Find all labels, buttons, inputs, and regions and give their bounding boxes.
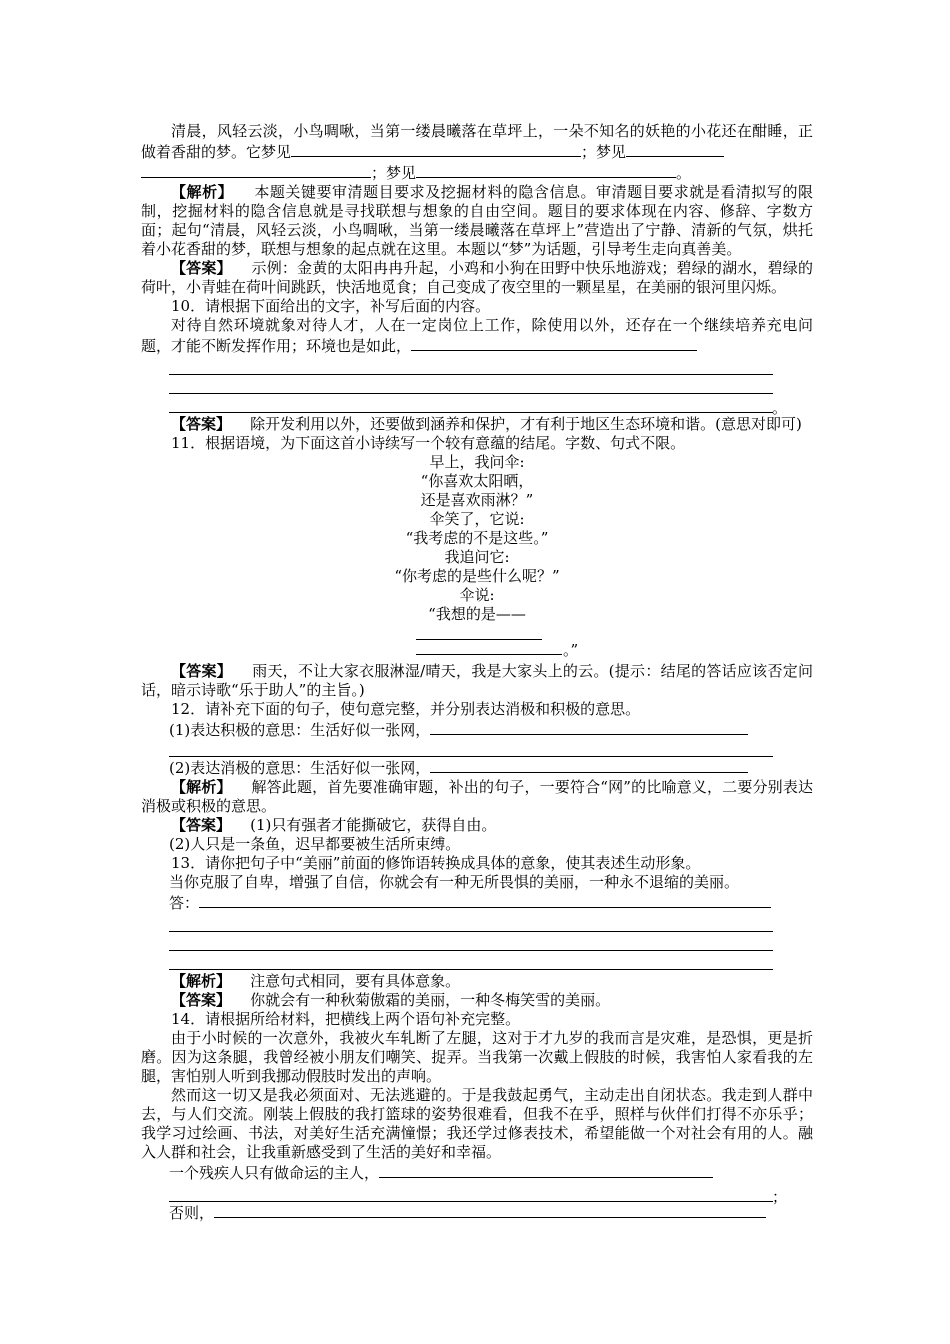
q14-blank-1[interactable] <box>379 1162 713 1178</box>
q13-answer-line[interactable] <box>169 951 773 970</box>
poem-line: “你喜欢太阳晒， <box>420 472 534 490</box>
q9-blank-2[interactable] <box>626 141 724 157</box>
q10-answer-line[interactable] <box>169 356 773 375</box>
poem-line: 还是喜欢雨淋？” <box>420 491 534 509</box>
q12-title: 12．请补充下面的句子，使句意完整，并分别表达消极和积极的意思。 <box>171 700 641 718</box>
q11-title: 11．根据语境，为下面这首小诗续写一个较有意蕴的结尾。字数、句式不限。 <box>171 434 686 452</box>
q14-line-2: 否则， <box>141 1202 813 1223</box>
q10-text: 对待自然环境就象对待人才，人在一定岗位上工作，除使用以外，还存在一个继续培养充电问题，才能不断发挥作用；环境也是如此， <box>141 316 813 355</box>
q11-poem <box>141 453 813 662</box>
q9-blank-3[interactable] <box>416 162 676 178</box>
poem-blank-row: 。” <box>141 643 813 662</box>
q12-analysis: 【解析】 解答此题，首先要准确审题，补出的句子，一要符合“网”的比喻意义，二要分别表达消极或积极的意思。 <box>141 778 813 815</box>
poem-line: 早上，我问伞: <box>429 453 525 471</box>
q9-answer: 【答案】 示例：金黄的太阳冉冉升起，小鸡和小狗在田野中快乐地游戏；碧绿的湖水，碧绿的荷叶，小青蛙在荷叶间跳跃，快活地觅食；自己变成了夜空里的一颗星星，在美丽的银河里闪烁。 <box>141 259 813 296</box>
q14-para-1: 由于小时候的一次意外，我被火车轧断了左腿，这对于才九岁的我而言是灾难，是恐惧，更是折磨。因为这条腿，我曾经被小朋友们嘲笑、捉弄。当我第一次戴上假肢的时候，我害怕人家看我的左腿，害怕别人听到我挪动假肢时发出的声响。 <box>141 1029 813 1085</box>
q13-title: 13．请你把句子中“美丽”前面的修饰语转换成具体的意象，使其表述生动形象。 <box>171 854 701 872</box>
q9-prompt-line2: ；梦见 。 <box>141 162 813 183</box>
q12-blank-2[interactable] <box>430 757 748 773</box>
q14-answer-line[interactable]: ； <box>169 1183 773 1202</box>
q10-answer: 【答案】 除开发利用以外，还要做到涵养和保护，才有利于地区生态环境和谐。(意思对即可) <box>171 415 802 433</box>
q13-text: 当你克服了自卑，增强了自信，你就会有一种无所畏惧的美丽，一种永不退缩的美丽。 <box>169 873 740 891</box>
q14-title: 14．请根据所给材料，把横线上两个语句补充完整。 <box>171 1010 521 1028</box>
q13-answer: 【答案】 你就会有一种秋菊傲霜的美丽，一种冬梅笑雪的美丽。 <box>171 991 611 1009</box>
q13-analysis: 【解析】 注意句式相同，要有具体意象。 <box>171 972 461 990</box>
poem-line: “我想的是—— <box>428 605 526 623</box>
q10-answer-line[interactable]: 。 <box>169 394 773 413</box>
q13-answer-line[interactable] <box>169 913 773 932</box>
q11-blank-2[interactable] <box>416 639 562 655</box>
q12-item-2: (2)表达消极的意思：生活好似一张网， <box>141 757 813 778</box>
q11-answer: 【答案】 雨天，不让大家衣服淋湿/晴天，我是大家头上的云。(提示：结尾的答话应该否定问话，暗示诗歌“乐于助人”的主旨。) <box>141 662 813 699</box>
q12-blank-1[interactable] <box>430 719 748 735</box>
q9-blank-2b[interactable] <box>141 162 371 178</box>
poem-line: 伞笑了，它说: <box>429 510 525 528</box>
q13-reply: 答： <box>141 892 813 913</box>
poem-line: 我追问它: <box>444 548 510 566</box>
q13-blank-1[interactable] <box>199 892 771 908</box>
q14-line-1: 一个残疾人只有做命运的主人， <box>141 1162 813 1183</box>
document-content <box>141 122 813 1223</box>
poem-line: “你考虑的是些什么呢？” <box>394 567 560 585</box>
q12-item-1: (1)表达积极的意思：生活好似一张网， <box>141 719 813 740</box>
q9-analysis: 【解析】 本题关键要审清题目要求及挖掘材料的隐含信息。审清题目要求就是看清拟写的限制，挖掘材料的隐含信息就是寻找联想与想象的自由空间。题目的要求体现在内容、修辞、字数方面；起句“清晨，风轻云淡，小鸟啁啾，当第一缕晨曦落在草坪上”营造出了宁静、清新的气氛，烘托着小花香甜的梦，联想与想象的起点就在这里。本题以“梦”为话题，引导考生走向真善美。 <box>141 183 813 258</box>
q12-answer-1: 【答案】 (1)只有强者才能撕破它，获得自由。 <box>171 816 497 834</box>
poem-line: “我考虑的不是这些。” <box>405 529 549 547</box>
q13-answer-line[interactable] <box>169 932 773 951</box>
q14-blank-2[interactable] <box>214 1202 766 1218</box>
q9-blank-1[interactable] <box>291 141 581 157</box>
q11-blank-1[interactable] <box>416 624 542 640</box>
q9-prompt: 清晨，风轻云淡，小鸟啁啾，当第一缕晨曦落在草坪上，一朵不知名的妖艳的小花还在酣睡，正做着香甜的梦。它梦见 ；梦见 <box>141 122 813 161</box>
q10-title: 10．请根据下面给出的文字，补写后面的内容。 <box>171 297 491 315</box>
q12-answer-2: (2)人只是一条鱼，迟早都要被生活所束缚。 <box>169 835 461 853</box>
q10-answer-line[interactable] <box>169 375 773 394</box>
q10-blank-1[interactable] <box>411 335 697 351</box>
q12-answer-line[interactable] <box>169 740 773 757</box>
q14-para-2: 然而这一切又是我必须面对、无法逃避的。于是我鼓起勇气，主动走出自闭状态。我走到人群中去，与人们交流。刚装上假肢的我打篮球的姿势很难看，但我不在乎，照样与伙伴们打得不亦乐乎；我学习过绘画、书法，对美好生活充满憧憬；我还学过修表技术，希望能做一个对社会有用的人。融入人群和社会，让我重新感受到了生活的美好和幸福。 <box>141 1086 813 1161</box>
poem-line: 伞说: <box>459 586 495 604</box>
